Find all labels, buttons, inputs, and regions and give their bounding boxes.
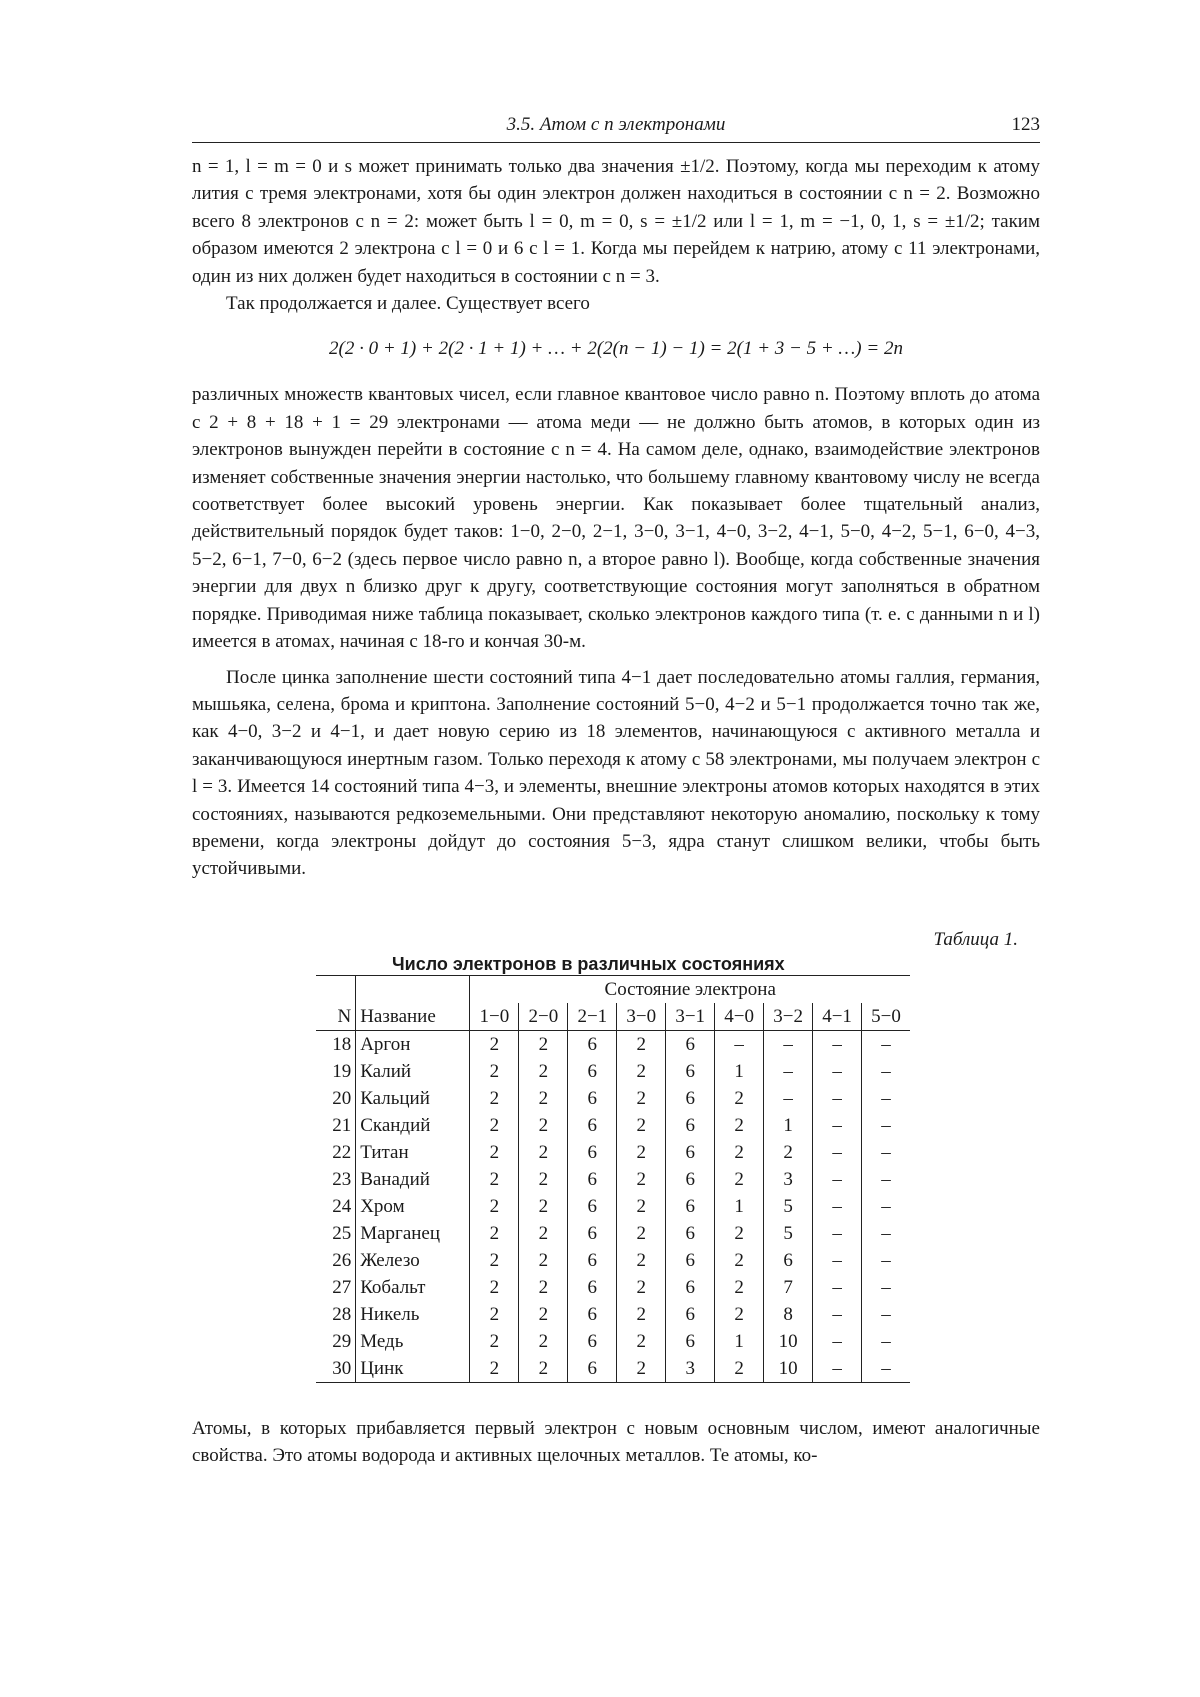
cell-value: 6 [666,1112,715,1139]
electron-table [316,975,910,1383]
header-name: Название [356,1003,470,1031]
cell-value: 2 [617,1193,666,1220]
cell-n: 20 [332,1087,352,1109]
paragraph-1: n = 1, l = m = 0 и s может принимать только два значения ±1/2. Поэтому, когда мы переходим к атому лития с тремя электронами, хотя бы один электрон должен находиться в состоянии с n = 2. Возможно всего 8 электронов с n = 2: может быть l = 0, m = 0, s = ±1/2 или l = 1, m = −1, 0, 1, s = ±1/2; таким образом имеются 2 электрона с l = 0 и 6 с l = 1. Когда мы перейдем к натрию, атому с 11 электронами, один из них должен будет находиться в состоянии с n = 3. [192,156,1040,287]
cell-name: Железо [356,1247,470,1274]
body-text [192,153,1040,883]
cell-value: – [862,1058,910,1085]
cell-n: 26 [332,1249,352,1271]
cell-value: 2 [470,1247,519,1274]
cell-value: – [813,1193,862,1220]
running-header [192,112,1040,143]
cell-value: 2 [470,1166,519,1193]
cell-value: 8 [764,1301,813,1328]
group-header: Состояние электрона [470,975,910,1003]
cell-value: – [862,1274,910,1301]
cell-value: 2 [470,1112,519,1139]
cell-value: – [862,1193,910,1220]
cell-n: 19 [332,1060,352,1082]
table-row [316,1220,910,1247]
cell-value: 1 [715,1328,764,1355]
cell-name: Титан [356,1139,470,1166]
cell-value: 5 [764,1220,813,1247]
cell-value: 2 [617,1058,666,1085]
cell-name: Никель [356,1301,470,1328]
cell-value: 2 [470,1139,519,1166]
cell-value: 6 [666,1328,715,1355]
cell-value: – [813,1220,862,1247]
header-state: 3−1 [666,1003,715,1031]
cell-value: 2 [519,1220,568,1247]
table-row [316,1030,910,1058]
cell-value: 2 [617,1328,666,1355]
cell-value: – [813,1355,862,1383]
cell-value: 2 [715,1247,764,1274]
cell-value: 2 [715,1274,764,1301]
cell-value: 2 [715,1085,764,1112]
cell-name: Медь [356,1328,470,1355]
header-state: 3−0 [617,1003,666,1031]
cell-value: – [715,1030,764,1058]
cell-value: – [862,1166,910,1193]
cell-value: 2 [519,1193,568,1220]
page-number: 123 [1011,114,1040,135]
cell-value: – [813,1030,862,1058]
table-row [316,1328,910,1355]
paragraph-4: После цинка заполнение шести состояний типа 4−1 дает последовательно атомы галлия, германия, мышьяка, селена, брома и криптона. Заполнение состояний 5−0, 4−2 и 5−1 продолжается точно так же, как 4−0, 3−2 и 4−1, и дает новую серию из 18 элементов, начинающуюся с активного металла и заканчивающуюся инертным газом. Только переходя к атому с 58 электронами, мы получаем электрон с l = 3. Имеется 14 состояний типа 4−3, и элементы, внешние электроны атомов которых находятся в этих состояниях, называются редкоземельными. Они представляют некоторую аномалию, поскольку к тому времени, когда электроны дойдут до состояния 5−3, ядра станут слишком велики, чтобы быть устойчивыми. [192,666,1040,880]
cell-value: 2 [519,1166,568,1193]
formula: 2(2 · 0 + 1) + 2(2 · 1 + 1) + … + 2(2(n − 1) − 1) = 2(1 + 3 − 5 + …) = 2n [329,338,903,360]
cell-value: 6 [568,1220,617,1247]
cell-n: 21 [332,1114,352,1136]
cell-value: 2 [715,1220,764,1247]
cell-value: – [862,1112,910,1139]
cell-value: 3 [666,1355,715,1383]
cell-value: 1 [715,1193,764,1220]
cell-value: 6 [666,1166,715,1193]
cell-value: 2 [519,1112,568,1139]
table-row [316,1193,910,1220]
table-body [316,1030,910,1382]
cell-value: 2 [519,1274,568,1301]
header-n: N [316,1003,356,1031]
cell-value: – [862,1220,910,1247]
cell-value: 2 [470,1058,519,1085]
cell-name: Марганец [356,1220,470,1247]
cell-value: 6 [568,1274,617,1301]
cell-value: – [862,1139,910,1166]
cell-value: 2 [715,1301,764,1328]
cell-value: 2 [519,1247,568,1274]
cell-value: 1 [715,1058,764,1085]
table-row [316,1301,910,1328]
table-row [316,1058,910,1085]
cell-value: 2 [617,1301,666,1328]
cell-value: 6 [666,1220,715,1247]
header-state: 1−0 [470,1003,519,1031]
cell-value: – [862,1247,910,1274]
cell-value: 6 [568,1112,617,1139]
cell-name: Цинк [356,1355,470,1383]
cell-value: 6 [568,1193,617,1220]
cell-value: – [862,1355,910,1383]
cell-value: 7 [764,1274,813,1301]
cell-value: 2 [715,1355,764,1383]
cell-value: 6 [568,1030,617,1058]
table-title: Число электронов в различных состояниях [392,953,785,974]
cell-value: – [764,1058,813,1085]
cell-value: – [862,1085,910,1112]
cell-value: 6 [666,1139,715,1166]
cell-value: – [813,1139,862,1166]
paragraph-5: Атомы, в которых прибавляется первый электрон с новым основным числом, имеют аналогичные свойства. Это атомы водорода и активных щелочных металлов. Те атомы, ко- [192,1417,1040,1467]
cell-value: 6 [568,1301,617,1328]
cell-value: 2 [617,1274,666,1301]
cell-n: 24 [332,1195,352,1217]
cell-value: 2 [470,1328,519,1355]
cell-value: 2 [617,1355,666,1383]
cell-value: – [764,1030,813,1058]
cell-value: – [862,1328,910,1355]
cell-value: 6 [666,1193,715,1220]
cell-value: 2 [470,1220,519,1247]
cell-value: 6 [568,1085,617,1112]
cell-value: 6 [568,1058,617,1085]
header-state: 2−1 [568,1003,617,1031]
cell-value: – [764,1085,813,1112]
cell-value: – [813,1058,862,1085]
cell-value: – [813,1166,862,1193]
cell-value: 6 [666,1301,715,1328]
table-row [316,1112,910,1139]
cell-value: 2 [470,1274,519,1301]
header-empty [316,975,356,1003]
cell-value: 6 [666,1085,715,1112]
table-row [316,1247,910,1274]
table-row [316,1085,910,1112]
cell-value: 10 [764,1355,813,1383]
cell-name: Калий [356,1058,470,1085]
cell-value: 2 [715,1166,764,1193]
cell-name: Скандий [356,1112,470,1139]
cell-value: 2 [764,1139,813,1166]
cell-name: Аргон [356,1030,470,1058]
cell-value: 2 [470,1030,519,1058]
cell-value: 2 [519,1328,568,1355]
cell-value: 5 [764,1193,813,1220]
cell-value: 2 [617,1220,666,1247]
cell-value: 6 [568,1166,617,1193]
cell-value: 6 [666,1058,715,1085]
table-row [316,1355,910,1383]
cell-value: – [813,1328,862,1355]
cell-value: 6 [666,1247,715,1274]
cell-value: – [813,1112,862,1139]
cell-n: 23 [332,1168,352,1190]
cell-value: 2 [519,1030,568,1058]
cell-n: 22 [332,1141,352,1163]
cell-value: 2 [617,1112,666,1139]
cell-n: 28 [332,1303,352,1325]
cell-value: 2 [715,1139,764,1166]
header-state: 2−0 [519,1003,568,1031]
cell-value: 3 [764,1166,813,1193]
cell-name: Кальций [356,1085,470,1112]
cell-value: 6 [568,1139,617,1166]
table-caption: Таблица 1. [933,928,1018,950]
cell-value: 2 [617,1030,666,1058]
cell-value: 2 [519,1355,568,1383]
cell-value: 6 [764,1247,813,1274]
cell-value: – [813,1301,862,1328]
cell-n: 25 [332,1222,352,1244]
cell-value: 2 [617,1166,666,1193]
header-state: 4−0 [715,1003,764,1031]
table-row [316,1274,910,1301]
cell-value: – [813,1274,862,1301]
cell-value: 2 [470,1085,519,1112]
header-state: 4−1 [813,1003,862,1031]
cell-value: 2 [519,1058,568,1085]
cell-value: 2 [519,1301,568,1328]
cell-value: 2 [470,1193,519,1220]
cell-value: 6 [666,1030,715,1058]
cell-n: 30 [316,1355,356,1383]
cell-value: – [813,1085,862,1112]
cell-value: 6 [666,1274,715,1301]
cell-n: 29 [332,1330,352,1352]
table-row [316,1166,910,1193]
cell-value: 2 [470,1301,519,1328]
table-row [316,1139,910,1166]
cell-value: – [862,1030,910,1058]
cell-name: Кобальт [356,1274,470,1301]
cell-name: Ванадий [356,1166,470,1193]
cell-value: – [813,1247,862,1274]
cell-value: 6 [568,1328,617,1355]
header-empty [356,975,470,1003]
cell-value: 10 [764,1328,813,1355]
cell-value: 2 [519,1085,568,1112]
header-state: 3−2 [764,1003,813,1031]
cell-value: 2 [519,1139,568,1166]
cell-n: 27 [332,1276,352,1298]
cell-value: – [862,1301,910,1328]
cell-value: 1 [764,1112,813,1139]
cell-value: 2 [470,1355,519,1383]
running-title: 3.5. Атом с n электронами [506,114,726,135]
cell-name: Хром [356,1193,470,1220]
book-page [192,112,1040,1470]
cell-value: 6 [568,1247,617,1274]
cell-value: 2 [617,1085,666,1112]
cell-value: 2 [715,1112,764,1139]
header-state: 5−0 [862,1003,910,1031]
cell-n: 18 [332,1033,352,1055]
cell-value: 2 [617,1247,666,1274]
body-text-bottom [192,1415,1040,1470]
cell-value: 6 [568,1355,617,1383]
cell-value: 2 [617,1139,666,1166]
paragraph-2: Так продолжается и далее. Существует всего [226,293,590,315]
paragraph-3: различных множеств квантовых чисел, если главное квантовое число равно n. Поэтому вплоть до атома с 2 + 8 + 18 + 1 = 29 электронами — атома меди — не должно быть атомов, в которых один из электронов вынужден перейти в состояние с n = 4. На самом деле, однако, взаимодействие электронов изменяет собственные значения энергии настолько, что большему главному квантовому числу не всегда соответствует более высокий уровень энергии. Как показывает более тщательный анализ, действительный порядок будет таков: 1−0, 2−0, 2−1, 3−0, 3−1, 4−0, 3−2, 4−1, 5−0, 4−2, 5−1, 6−0, 4−3, 5−2, 6−1, 7−0, 6−2 (здесь первое число равно n, а второе равно l). Вообще, когда собственные значения энергии для двух n близко друг к другу, соответствующие состояния могут заполняться в обратном порядке. Приводимая ниже таблица показывает, сколько электронов каждого типа (т. е. с данными n и l) имеется в атомах, начиная с 18-го и кончая 30-м. [192,384,1040,653]
